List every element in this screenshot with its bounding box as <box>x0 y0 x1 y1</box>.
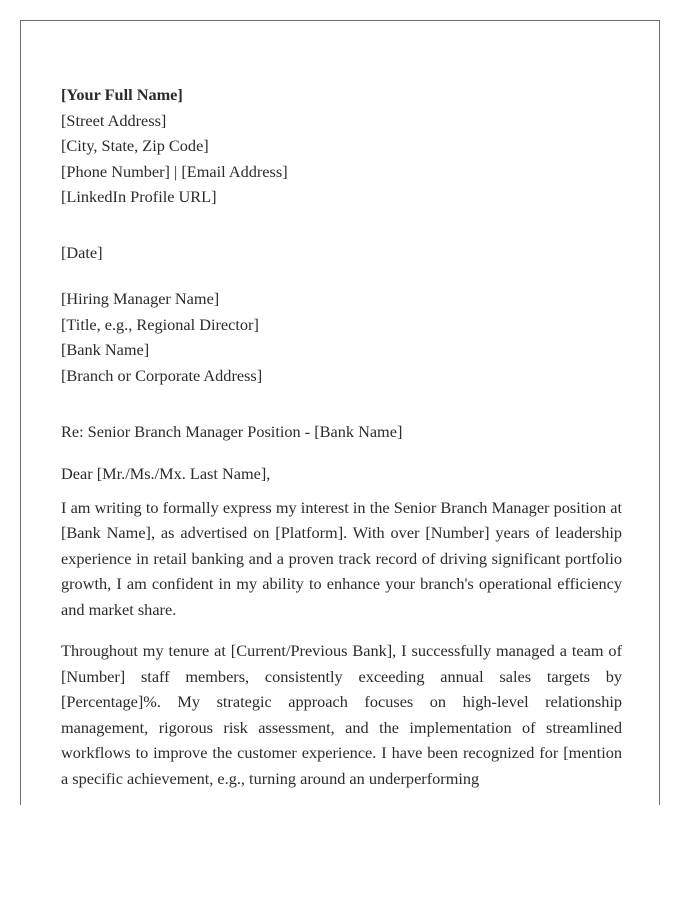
body-paragraph-1: I am writing to formally express my interest in the Senior Branch Manager position at [Bank Name], as advertised on [Platform]. With over [Number] years of leadership experience in retail banking and a proven track record of driving significant portfolio growth, I am confident in my ability to enhance your branch's operational efficiency and market share. <box>61 497 622 619</box>
sender-contact: [Phone Number] | [Email Address] <box>61 161 288 181</box>
letter-date: [Date] <box>61 243 103 262</box>
recipient-name: [Hiring Manager Name] <box>61 289 220 308</box>
recipient-title: [Title, e.g., Regional Director] <box>61 314 259 334</box>
subject-line: Re: Senior Branch Manager Position - [Bank Name] <box>61 421 403 441</box>
recipient-bank: [Bank Name] <box>61 340 150 359</box>
letter-page <box>20 20 660 805</box>
sender-name: [Your Full Name] <box>61 85 183 104</box>
body-paragraph-2: Throughout my tenure at [Current/Previous Bank], I successfully managed a team of [Number] staff members, consistently exceeding annual sales targets by [Percentage]%. My strategic approach focuses on high-level relationship management, rigorous risk assessment, and the implementation of streamlined workflows to improve the customer experience. I have been recognized for [mention a specific achievement, e.g., turning around an underperforming <box>61 641 622 788</box>
sender-street: [Street Address] <box>61 110 167 130</box>
sender-block <box>61 82 622 210</box>
sender-city: [City, State, Zip Code] <box>61 136 209 155</box>
recipient-block <box>61 286 622 388</box>
recipient-address: [Branch or Corporate Address] <box>61 365 263 385</box>
salutation: Dear [Mr./Ms./Mx. Last Name], <box>61 463 271 483</box>
sender-linkedin: [LinkedIn Profile URL] <box>61 187 217 206</box>
letter-body <box>61 82 622 791</box>
